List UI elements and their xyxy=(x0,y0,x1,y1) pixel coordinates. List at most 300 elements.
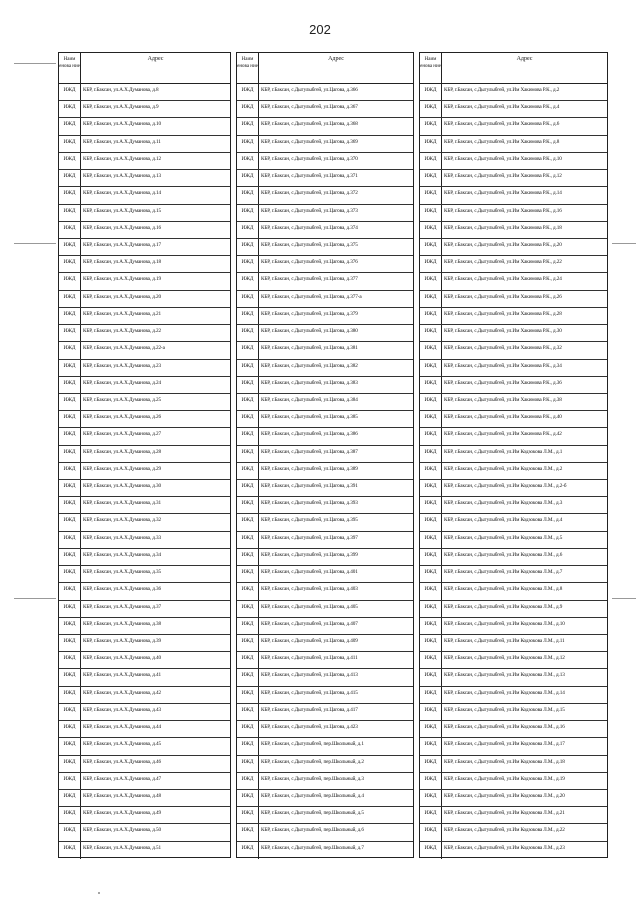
table-row xyxy=(420,360,607,377)
table-body xyxy=(420,84,607,859)
table-row xyxy=(59,256,230,273)
table-row xyxy=(420,153,607,170)
table-row xyxy=(420,549,607,566)
table-row xyxy=(59,84,230,101)
page-number: 202 xyxy=(309,22,331,37)
row-kind: ИЖД xyxy=(237,446,259,462)
table-row xyxy=(59,308,230,325)
table-row xyxy=(420,601,607,618)
row-kind: ИЖД xyxy=(420,738,442,754)
row-kind: ИЖД xyxy=(237,136,259,152)
address-table-1 xyxy=(58,52,231,858)
table-row xyxy=(59,807,230,824)
row-kind: ИЖД xyxy=(237,394,259,410)
row-address: КБР, г.Баксан, ул.А.Х.Думанова, д.16 xyxy=(83,224,161,231)
table-row xyxy=(420,756,607,773)
row-kind: ИЖД xyxy=(59,669,81,685)
row-kind: ИЖД xyxy=(420,824,442,840)
table-row xyxy=(420,824,607,841)
table-row xyxy=(237,377,413,394)
row-kind: ИЖД xyxy=(59,807,81,823)
table-row xyxy=(59,721,230,738)
table-row xyxy=(420,377,607,394)
row-kind: ИЖД xyxy=(59,118,81,134)
row-kind: ИЖД xyxy=(420,360,442,376)
table-row xyxy=(59,738,230,755)
row-address: КБР, г.Баксан, с.Дыгулыбгей, ул.Цагова, д.376 xyxy=(261,259,358,266)
row-kind: ИЖД xyxy=(59,790,81,806)
table-row xyxy=(59,618,230,635)
table-row xyxy=(420,291,607,308)
table-row xyxy=(237,514,413,531)
row-kind: ИЖД xyxy=(420,669,442,685)
row-kind: ИЖД xyxy=(237,635,259,651)
row-kind: ИЖД xyxy=(59,773,81,789)
table-row xyxy=(59,291,230,308)
row-kind: ИЖД xyxy=(59,187,81,203)
table-row xyxy=(59,480,230,497)
row-address: КБР, г.Баксан, ул.А.Х.Думанова, д.40 xyxy=(83,655,161,662)
table-row xyxy=(237,669,413,686)
row-address: КБР, г.Баксан, с.Дыгулыбгей, ул.Цагова, д.395 xyxy=(261,517,358,524)
table-row xyxy=(420,842,607,859)
table-row xyxy=(59,239,230,256)
row-kind: ИЖД xyxy=(237,583,259,599)
row-address: КБР, г.Баксан, с.Дыгулыбгей, ул.Цагова, д.377 xyxy=(261,276,358,283)
table-row xyxy=(237,101,413,118)
scan-artifact-line xyxy=(612,598,636,599)
row-address: КБР, г.Баксан, с.Дыгулыбгей, ул.Им Кодзокова Л.М., д.8 xyxy=(444,586,563,593)
table-row xyxy=(237,618,413,635)
table-row xyxy=(59,222,230,239)
table-row xyxy=(59,635,230,652)
table-body xyxy=(237,84,413,859)
row-address: КБР, г.Баксан, с.Дыгулыбгей, ул.Им Хакимова Р.К., д.18 xyxy=(444,224,562,231)
table-row xyxy=(420,394,607,411)
row-kind: ИЖД xyxy=(59,153,81,169)
row-kind: ИЖД xyxy=(420,721,442,737)
row-kind: ИЖД xyxy=(237,342,259,358)
row-kind: ИЖД xyxy=(237,842,259,859)
header-address: Адрес xyxy=(328,56,344,62)
table-row xyxy=(59,842,230,859)
row-address: КБР, г.Баксан, с.Дыгулыбгей, ул.Им Хакимова Р.К., д.24 xyxy=(444,276,562,283)
row-address: КБР, г.Баксан, с.Дыгулыбгей, ул.Им Кодзокова Л.М., д.11 xyxy=(444,638,565,644)
table-row xyxy=(59,532,230,549)
row-address: КБР, г.Баксан, ул.А.Х.Думанова, д.19 xyxy=(83,276,161,283)
row-address: КБР, г.Баксан, с.Дыгулыбгей, ул.Им Хакимова Р.К., д.16 xyxy=(444,207,562,214)
table-row xyxy=(237,239,413,256)
row-address: КБР, г.Баксан, с.Дыгулыбгей, ул.Им Кодзокова Л.М., д.6 xyxy=(444,551,563,558)
row-kind: ИЖД xyxy=(237,463,259,479)
row-address: КБР, г.Баксан, ул.А.Х.Думанова, д.42 xyxy=(83,689,161,696)
row-kind: ИЖД xyxy=(420,411,442,427)
table-row xyxy=(59,153,230,170)
row-address: КБР, г.Баксан, с.Дыгулыбгей, ул.Цагова, д.401 xyxy=(261,569,358,576)
row-address: КБР, г.Баксан, с.Дыгулыбгей, ул.Им Хакимова Р.К., д.8 xyxy=(444,138,560,145)
table-row xyxy=(420,773,607,790)
row-kind: ИЖД xyxy=(420,635,442,651)
row-address: КБР, г.Баксан, ул.А.Х.Думанова, д.23 xyxy=(83,362,161,369)
row-address: КБР, г.Баксан, ул.А.Х.Думанова, д.45 xyxy=(83,741,161,748)
row-address: КБР, г.Баксан, ул.А.Х.Думанова, д.27 xyxy=(83,431,161,438)
row-address: КБР, г.Баксан, с.Дыгулыбгей, ул.Цагова, д.367 xyxy=(261,104,358,111)
table-row xyxy=(237,187,413,204)
row-kind: ИЖД xyxy=(420,239,442,255)
row-address: КБР, г.Баксан, с.Дыгулыбгей, ул.Им Хакимова Р.К., д.22 xyxy=(444,259,562,266)
table-row xyxy=(59,514,230,531)
row-kind: ИЖД xyxy=(237,84,259,100)
table-row xyxy=(59,118,230,135)
table-row xyxy=(237,652,413,669)
row-kind: ИЖД xyxy=(420,325,442,341)
row-address: КБР, г.Баксан, с.Дыгулыбгей, ул.Цагова, д.382 xyxy=(261,362,358,369)
row-kind: ИЖД xyxy=(237,669,259,685)
row-address: КБР, г.Баксан, с.Дыгулыбгей, ул.Им Кодзокова Л.М., д.1 xyxy=(444,448,563,455)
row-address: КБР, г.Баксан, ул.А.Х.Думанова, д.47 xyxy=(83,775,161,782)
row-address: КБР, г.Баксан, с.Дыгулыбгей, ул.Им Хакимова Р.К., д.2 xyxy=(444,87,560,93)
row-kind: ИЖД xyxy=(420,291,442,307)
table-row xyxy=(420,342,607,359)
table-row xyxy=(237,325,413,342)
row-address: КБР, г.Баксан, с.Дыгулыбгей, ул.Цагова, д.384 xyxy=(261,396,358,403)
row-kind: ИЖД xyxy=(59,256,81,272)
row-kind: ИЖД xyxy=(237,360,259,376)
row-kind: ИЖД xyxy=(59,514,81,530)
row-address: КБР, г.Баксан, с.Дыгулыбгей, пер.Школьный, д.4 xyxy=(261,792,364,799)
row-address: КБР, г.Баксан, с.Дыгулыбгей, ул.Цагова, д.407 xyxy=(261,620,358,627)
row-kind: ИЖД xyxy=(59,738,81,754)
row-address: КБР, г.Баксан, ул.А.Х.Думанова, д.22 xyxy=(83,328,161,335)
row-address: КБР, г.Баксан, с.Дыгулыбгей, ул.Им Кодзокова Л.М., д.12 xyxy=(444,655,565,662)
table-row xyxy=(237,222,413,239)
table-row xyxy=(237,118,413,135)
row-kind: ИЖД xyxy=(420,428,442,444)
row-address: КБР, г.Баксан, с.Дыгулыбгей, пер.Школьный, д.2 xyxy=(261,758,364,765)
table-row xyxy=(420,256,607,273)
row-kind: ИЖД xyxy=(59,411,81,427)
row-address: КБР, г.Баксан, с.Дыгулыбгей, ул.Цагова, д.399 xyxy=(261,551,358,558)
row-kind: ИЖД xyxy=(59,704,81,720)
row-kind: ИЖД xyxy=(237,601,259,617)
row-address: КБР, г.Баксан, с.Дыгулыбгей, ул.Им Хакимова Р.К., д.28 xyxy=(444,310,562,317)
row-kind: ИЖД xyxy=(237,704,259,720)
row-address: КБР, г.Баксан, с.Дыгулыбгей, ул.Им Кодзокова Л.М., д.4 xyxy=(444,517,563,524)
row-kind: ИЖД xyxy=(420,463,442,479)
row-kind: ИЖД xyxy=(420,790,442,806)
table-row xyxy=(237,153,413,170)
row-address: КБР, г.Баксан, с.Дыгулыбгей, ул.Им Кодзокова Л.М., д.18 xyxy=(444,758,565,765)
row-address: КБР, г.Баксан, с.Дыгулыбгей, ул.Цагова, д.405 xyxy=(261,603,358,610)
row-kind: ИЖД xyxy=(420,153,442,169)
row-kind: ИЖД xyxy=(420,549,442,565)
row-address: КБР, г.Баксан, ул.А.Х.Думанова, д.29 xyxy=(83,465,161,472)
table-row xyxy=(237,704,413,721)
row-address: КБР, г.Баксан, ул.А.Х.Думанова, д.37 xyxy=(83,603,161,610)
row-address: КБР, г.Баксан, с.Дыгулыбгей, ул.Цагова, д.386 xyxy=(261,431,358,438)
row-address: КБР, г.Баксан, ул.А.Х.Думанова, д.34 xyxy=(83,551,161,558)
table-row xyxy=(237,824,413,841)
scan-artifact-dot xyxy=(98,892,100,894)
table-row xyxy=(59,325,230,342)
row-address: КБР, г.Баксан, с.Дыгулыбгей, ул.Им Хакимова Р.К., д.34 xyxy=(444,362,562,369)
address-table-2 xyxy=(236,52,414,858)
row-kind: ИЖД xyxy=(237,411,259,427)
row-address: КБР, г.Баксан, ул.А.Х.Думанова, д.15 xyxy=(83,207,161,214)
row-address: КБР, г.Баксан, ул.А.Х.Думанова, д.46 xyxy=(83,758,161,765)
row-kind: ИЖД xyxy=(237,428,259,444)
row-address: КБР, г.Баксан, ул.А.Х.Думанова, д.26 xyxy=(83,414,161,421)
table-row xyxy=(237,170,413,187)
row-address: КБР, г.Баксан, с.Дыгулыбгей, ул.Им Кодзокова Л.М., д.10 xyxy=(444,620,565,627)
row-kind: ИЖД xyxy=(59,222,81,238)
table-row xyxy=(237,566,413,583)
row-kind: ИЖД xyxy=(237,480,259,496)
row-kind: ИЖД xyxy=(59,446,81,462)
row-kind: ИЖД xyxy=(237,187,259,203)
scan-artifact-line xyxy=(612,243,636,244)
table-row xyxy=(59,428,230,445)
row-address: КБР, г.Баксан, с.Дыгулыбгей, ул.Цагова, д.379 xyxy=(261,310,358,317)
table-row xyxy=(420,480,607,497)
row-kind: ИЖД xyxy=(420,118,442,134)
row-address: КБР, г.Баксан, с.Дыгулыбгей, пер.Школьный, д.6 xyxy=(261,827,364,834)
table-row xyxy=(237,273,413,290)
row-kind: ИЖД xyxy=(420,687,442,703)
row-kind: ИЖД xyxy=(237,618,259,634)
table-row xyxy=(237,532,413,549)
row-address: КБР, г.Баксан, ул.А.Х.Думанова, д.8 xyxy=(83,87,159,93)
row-kind: ИЖД xyxy=(420,756,442,772)
row-address: КБР, г.Баксан, с.Дыгулыбгей, ул.Им Кодзокова Л.М., д.19 xyxy=(444,775,565,782)
table-row xyxy=(237,687,413,704)
row-kind: ИЖД xyxy=(420,170,442,186)
row-kind: ИЖД xyxy=(237,756,259,772)
row-address: КБР, г.Баксан, с.Дыгулыбгей, ул.Им Кодзокова Л.М., д.14 xyxy=(444,689,565,696)
row-kind: ИЖД xyxy=(237,101,259,117)
table-row xyxy=(420,738,607,755)
table-row xyxy=(237,308,413,325)
row-kind: ИЖД xyxy=(420,652,442,668)
table-row xyxy=(420,669,607,686)
table-row xyxy=(59,601,230,618)
row-address: КБР, г.Баксан, с.Дыгулыбгей, ул.Цагова, д.372 xyxy=(261,190,358,197)
table-row xyxy=(59,101,230,118)
row-address: КБР, г.Баксан, с.Дыгулыбгей, ул.Им Хакимова Р.К., д.32 xyxy=(444,345,562,352)
row-kind: ИЖД xyxy=(59,842,81,859)
row-address: КБР, г.Баксан, ул.А.Х.Думанова, д.28 xyxy=(83,448,161,455)
row-address: КБР, г.Баксан, с.Дыгулыбгей, ул.Им Хакимова Р.К., д.4 xyxy=(444,104,560,111)
table-row xyxy=(237,790,413,807)
table-row xyxy=(420,411,607,428)
row-address: КБР, г.Баксан, с.Дыгулыбгей, ул.Цагова, д.387 xyxy=(261,448,358,455)
row-address: КБР, г.Баксан, с.Дыгулыбгей, ул.Им Кодзокова Л.М., д.20 xyxy=(444,792,565,799)
table-row xyxy=(237,463,413,480)
row-address: КБР, г.Баксан, с.Дыгулыбгей, ул.Цагова, д.393 xyxy=(261,500,358,507)
row-kind: ИЖД xyxy=(59,756,81,772)
row-kind: ИЖД xyxy=(420,601,442,617)
table-row xyxy=(59,549,230,566)
row-address: КБР, г.Баксан, с.Дыгулыбгей, ул.Им Хакимова Р.К., д.12 xyxy=(444,173,562,180)
row-kind: ИЖД xyxy=(420,618,442,634)
table-row xyxy=(59,187,230,204)
table-row xyxy=(420,704,607,721)
row-address: КБР, г.Баксан, с.Дыгулыбгей, ул.Цагова, д.423 xyxy=(261,724,358,731)
row-address: КБР, г.Баксан, с.Дыгулыбгей, ул.Цагова, д.377-а xyxy=(261,293,362,300)
table-body xyxy=(59,84,230,859)
table-row xyxy=(420,187,607,204)
table-row xyxy=(420,807,607,824)
row-address: КБР, г.Баксан, с.Дыгулыбгей, ул.Им Кодзокова Л.М., д.17 xyxy=(444,741,565,748)
row-kind: ИЖД xyxy=(59,721,81,737)
row-address: КБР, г.Баксан, ул.А.Х.Думанова, д.14 xyxy=(83,190,161,197)
row-address: КБР, г.Баксан, с.Дыгулыбгей, ул.Им Кодзокова Л.М., д.9 xyxy=(444,603,563,610)
row-kind: ИЖД xyxy=(420,480,442,496)
table-row xyxy=(237,394,413,411)
row-address: КБР, г.Баксан, с.Дыгулыбгей, ул.Им Кодзокова Л.М., д.21 xyxy=(444,810,565,817)
row-kind: ИЖД xyxy=(59,239,81,255)
table-row xyxy=(59,790,230,807)
row-kind: ИЖД xyxy=(237,514,259,530)
table-row xyxy=(420,463,607,480)
table-row xyxy=(237,721,413,738)
table-row xyxy=(237,411,413,428)
row-address: КБР, г.Баксан, ул.А.Х.Думанова, д.36 xyxy=(83,586,161,593)
row-address: КБР, г.Баксан, с.Дыгулыбгей, ул.Им Кодзокова Л.М., д.2 xyxy=(444,465,563,472)
row-kind: ИЖД xyxy=(420,394,442,410)
row-address: КБР, г.Баксан, с.Дыгулыбгей, ул.Цагова, д.391 xyxy=(261,483,358,490)
row-address: КБР, г.Баксан, ул.А.Х.Думанова, д.32 xyxy=(83,517,161,524)
row-kind: ИЖД xyxy=(420,497,442,513)
row-kind: ИЖД xyxy=(237,566,259,582)
row-kind: ИЖД xyxy=(237,153,259,169)
table-row xyxy=(59,170,230,187)
row-address: КБР, г.Баксан, с.Дыгулыбгей, ул.Им Хакимова Р.К., д.10 xyxy=(444,155,562,162)
row-kind: ИЖД xyxy=(237,773,259,789)
row-kind: ИЖД xyxy=(420,446,442,462)
row-kind: ИЖД xyxy=(59,428,81,444)
row-address: КБР, г.Баксан, с.Дыгулыбгей, ул.Им Кодзокова Л.М., д.7 xyxy=(444,569,563,576)
table-row xyxy=(237,635,413,652)
table-row xyxy=(59,583,230,600)
row-kind: ИЖД xyxy=(59,497,81,513)
row-address: КБР, г.Баксан, с.Дыгулыбгей, ул.Им Хакимова Р.К., д.40 xyxy=(444,414,562,421)
row-address: КБР, г.Баксан, с.Дыгулыбгей, ул.Цагова, д.370 xyxy=(261,155,358,162)
row-kind: ИЖД xyxy=(237,687,259,703)
table-row xyxy=(420,239,607,256)
table-row xyxy=(59,411,230,428)
row-address: КБР, г.Баксан, ул.А.Х.Думанова, д.30 xyxy=(83,483,161,490)
table-row xyxy=(237,773,413,790)
row-address: КБР, г.Баксан, с.Дыгулыбгей, ул.Цагова, д.397 xyxy=(261,534,358,541)
row-kind: ИЖД xyxy=(237,325,259,341)
table-row xyxy=(59,377,230,394)
row-address: КБР, г.Баксан, с.Дыгулыбгей, ул.Им Кодзокова Л.М., д.5 xyxy=(444,534,563,541)
row-address: КБР, г.Баксан, с.Дыгулыбгей, ул.Им Хакимова Р.К., д.20 xyxy=(444,241,562,248)
row-address: КБР, г.Баксан, с.Дыгулыбгей, пер.Школьный, д.3 xyxy=(261,775,364,782)
table-row xyxy=(237,136,413,153)
row-kind: ИЖД xyxy=(237,377,259,393)
row-kind: ИЖД xyxy=(59,377,81,393)
row-kind: ИЖД xyxy=(59,463,81,479)
row-kind: ИЖД xyxy=(420,342,442,358)
table-row xyxy=(59,669,230,686)
table-row xyxy=(59,394,230,411)
row-kind: ИЖД xyxy=(59,618,81,634)
row-address: КБР, г.Баксан, ул.А.Х.Думанова, д.51 xyxy=(83,844,161,851)
row-kind: ИЖД xyxy=(237,308,259,324)
row-kind: ИЖД xyxy=(237,291,259,307)
table-row xyxy=(59,342,230,359)
row-kind: ИЖД xyxy=(59,291,81,307)
row-kind: ИЖД xyxy=(420,773,442,789)
row-kind: ИЖД xyxy=(237,652,259,668)
table-row xyxy=(237,84,413,101)
row-address: КБР, г.Баксан, с.Дыгулыбгей, ул.Цагова, д.371 xyxy=(261,173,358,180)
table-row xyxy=(59,566,230,583)
table-row xyxy=(420,222,607,239)
table-row xyxy=(59,497,230,514)
table-row xyxy=(420,790,607,807)
row-address: КБР, г.Баксан, ул.А.Х.Думанова, д.39 xyxy=(83,638,161,644)
row-kind: ИЖД xyxy=(59,101,81,117)
row-kind: ИЖД xyxy=(420,222,442,238)
row-address: КБР, г.Баксан, ул.А.Х.Думанова, д.50 xyxy=(83,827,161,834)
table-row xyxy=(420,652,607,669)
table-row xyxy=(237,480,413,497)
row-kind: ИЖД xyxy=(59,549,81,565)
row-address: КБР, г.Баксан, с.Дыгулыбгей, ул.Цагова, д.389 xyxy=(261,465,358,472)
table-row xyxy=(237,256,413,273)
row-address: КБР, г.Баксан, с.Дыгулыбгей, ул.Им Кодзокова Л.М., д.3 xyxy=(444,500,563,507)
row-address: КБР, г.Баксан, ул.А.Х.Думанова, д.31 xyxy=(83,500,161,507)
table-row xyxy=(420,101,607,118)
table-row xyxy=(237,205,413,222)
row-kind: ИЖД xyxy=(59,325,81,341)
row-kind: ИЖД xyxy=(420,308,442,324)
scan-artifact-line xyxy=(14,63,56,64)
row-address: КБР, г.Баксан, с.Дыгулыбгей, ул.Цагова, д.374 xyxy=(261,224,358,231)
row-kind: ИЖД xyxy=(59,687,81,703)
table-row xyxy=(420,428,607,445)
header-kind: Наим енова ние xyxy=(420,53,442,83)
row-kind: ИЖД xyxy=(237,532,259,548)
row-kind: ИЖД xyxy=(237,790,259,806)
row-kind: ИЖД xyxy=(59,480,81,496)
row-address: КБР, г.Баксан, ул.А.Х.Думанова, д.33 xyxy=(83,534,161,541)
row-kind: ИЖД xyxy=(59,308,81,324)
row-kind: ИЖД xyxy=(59,824,81,840)
table-row xyxy=(237,583,413,600)
header-kind: Наим енова ние xyxy=(59,53,81,83)
row-address: КБР, г.Баксан, с.Дыгулыбгей, ул.Цагова, д.385 xyxy=(261,414,358,421)
row-kind: ИЖД xyxy=(420,256,442,272)
row-kind: ИЖД xyxy=(59,394,81,410)
header-address: Адрес xyxy=(516,56,533,62)
row-address: КБР, г.Баксан, ул.А.Х.Думанова, д.24 xyxy=(83,379,161,386)
table-row xyxy=(59,446,230,463)
row-kind: ИЖД xyxy=(420,532,442,548)
row-kind: ИЖД xyxy=(59,205,81,221)
row-kind: ИЖД xyxy=(237,256,259,272)
row-address: КБР, г.Баксан, ул.А.Х.Думанова, д.11 xyxy=(83,138,161,145)
row-address: КБР, г.Баксан, ул.А.Х.Думанова, д.49 xyxy=(83,810,161,817)
table-row xyxy=(237,738,413,755)
table-row xyxy=(59,687,230,704)
row-address: КБР, г.Баксан, с.Дыгулыбгей, пер.Школьный, д.1 xyxy=(261,741,364,748)
row-kind: ИЖД xyxy=(420,583,442,599)
row-address: КБР, г.Баксан, ул.А.Х.Думанова, д.41 xyxy=(83,672,161,679)
